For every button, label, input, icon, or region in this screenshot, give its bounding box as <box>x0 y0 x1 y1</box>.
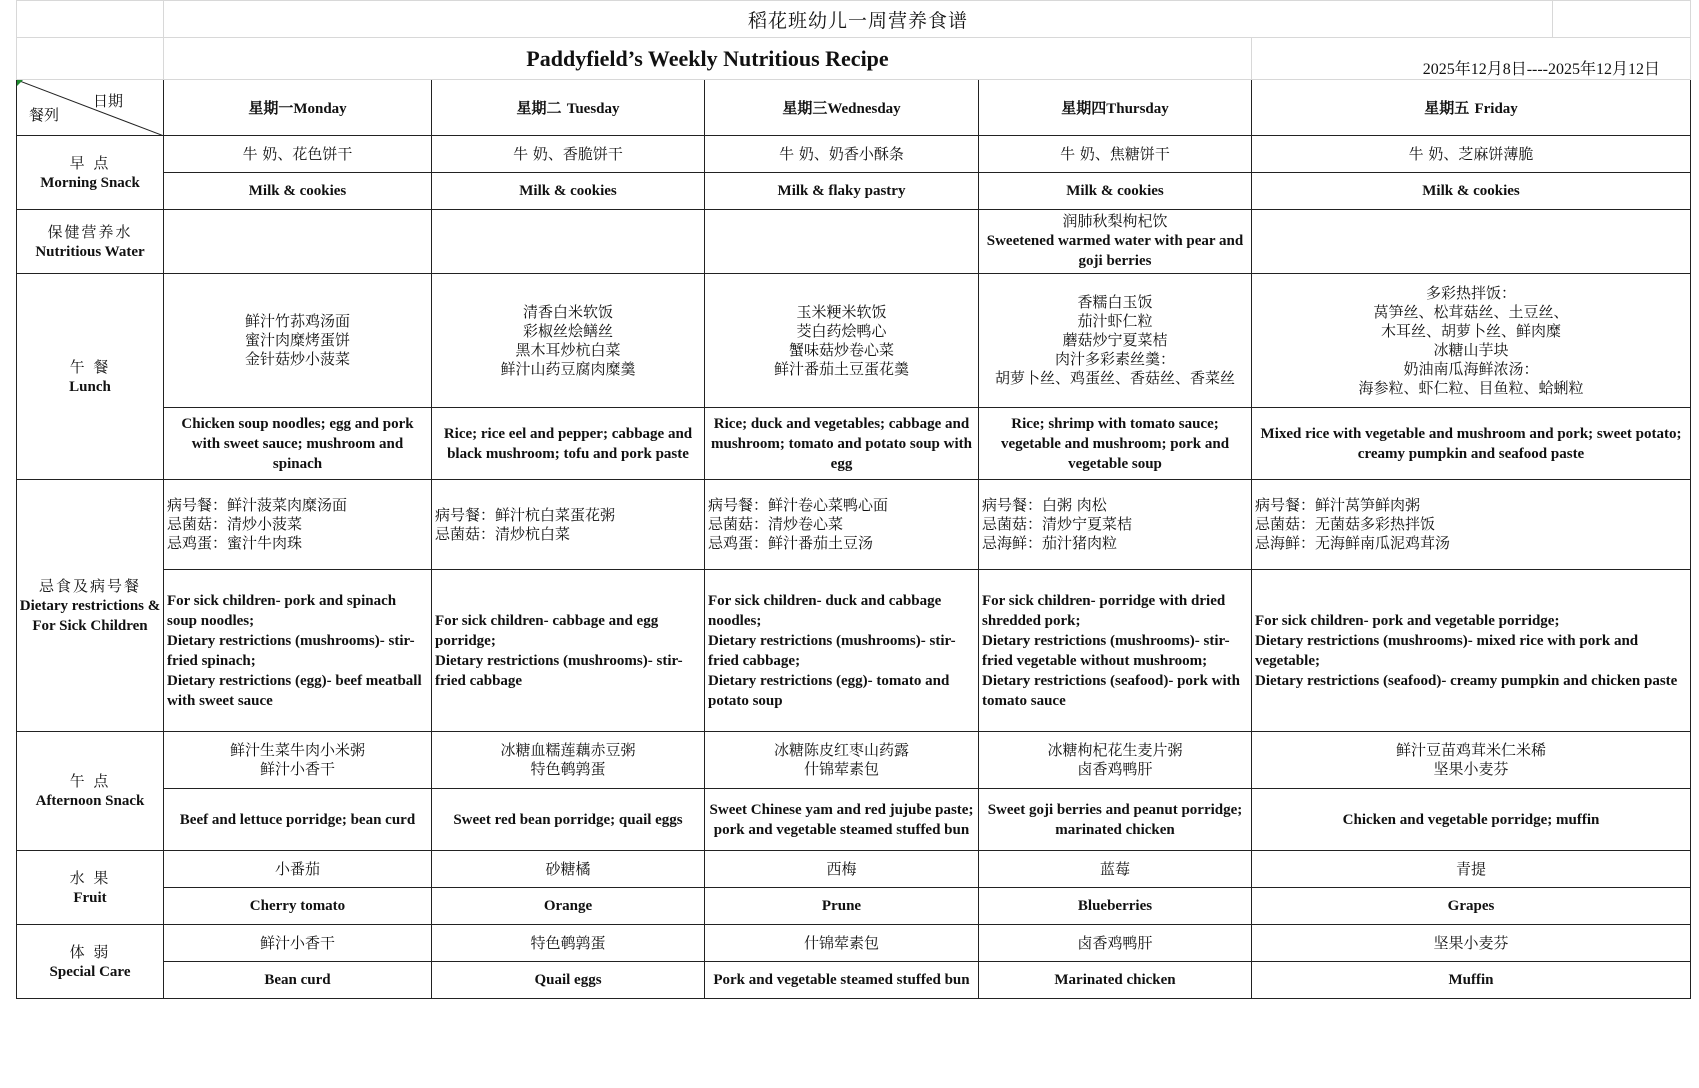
afternoon-snack-en-fri: Chicken and vegetable porridge; muffin <box>1252 789 1691 851</box>
category-cn: 体 弱 <box>69 942 111 961</box>
lunch-en-mon: Chicken soup noodles; egg and pork with sweet sauce; mushroom and spinach <box>164 408 432 480</box>
category-morning-snack <box>17 136 164 210</box>
special-care-en-wed: Pork and vegetable steamed stuffed bun <box>705 962 979 999</box>
special-care-cn-tue: 特色鹌鹑蛋 <box>432 925 705 962</box>
category-lunch <box>17 274 164 480</box>
morning-snack-cn-thu: 牛 奶、焦糖饼干 <box>979 136 1252 173</box>
blank-cell <box>1553 1 1691 38</box>
dietary-cn-tue: 病号餐：鲜汁杭白菜蛋花粥 忌菌菇：清炒杭白菜 <box>432 480 705 570</box>
header-date-label: 日期 <box>92 92 123 110</box>
special-care-en-thu: Marinated chicken <box>979 962 1252 999</box>
category-en: Afternoon Snack <box>35 793 145 809</box>
day-en: Wednesday <box>827 101 901 117</box>
nutritious-water-fri <box>1252 210 1691 274</box>
day-header-friday <box>1252 80 1691 136</box>
morning-snack-en-mon: Milk & cookies <box>164 173 432 210</box>
special-care-cn-thu: 卤香鸡鸭肝 <box>979 925 1252 962</box>
category-en: Morning Snack <box>40 174 140 191</box>
category-cn: 忌食及病号餐 <box>38 576 141 595</box>
lunch-cn-thu: 香糯白玉饭 茄汁虾仁粒 蘑菇炒宁夏菜桔 肉汁多彩素丝羹： 胡萝卜丝、鸡蛋丝、香菇丝、香菜丝 <box>979 274 1252 408</box>
dietary-en-wed: For sick children- duck and cabbage noodles; Dietary restrictions (mushrooms)- stir-fried cabbage; Dietary restrictions (egg)- tomato and potato soup <box>705 570 979 732</box>
category-cn: 早 点 <box>69 153 111 172</box>
morning-snack-cn-wed: 牛 奶、奶香小酥条 <box>705 136 979 173</box>
day-en: Tuesday <box>566 101 620 117</box>
date-range: 2025年12月8日----2025年12月12日 <box>1252 38 1691 80</box>
fruit-cn-wed: 西梅 <box>705 851 979 888</box>
day-header-thursday <box>979 80 1252 136</box>
fruit-cn-fri: 青提 <box>1252 851 1691 888</box>
category-fruit <box>17 851 164 925</box>
lunch-en-fri: Mixed rice with vegetable and mushroom and pork; sweet potato; creamy pumpkin and seafood paste <box>1252 408 1691 480</box>
fruit-en-tue: Orange <box>432 888 705 925</box>
nutritious-water-tue <box>432 210 705 274</box>
special-care-cn-fri: 坚果小麦芬 <box>1252 925 1691 962</box>
morning-snack-en-thu: Milk & cookies <box>979 173 1252 210</box>
afternoon-snack-en-tue: Sweet red bean porridge; quail eggs <box>432 789 705 851</box>
day-cn: 星期四 <box>1061 99 1107 117</box>
dietary-cn-fri: 病号餐：鲜汁莴笋鲜肉粥 忌菌菇：无菌菇多彩热拌饭 忌海鲜：无海鲜南瓜泥鸡茸汤 <box>1252 480 1691 570</box>
afternoon-snack-en-thu: Sweet goji berries and peanut porridge; marinated chicken <box>979 789 1252 851</box>
category-nutritious-water <box>17 210 164 274</box>
dietary-en-mon: For sick children- pork and spinach soup noodles; Dietary restrictions (mushrooms)- stir-fried spinach; Dietary restrictions (egg)- beef meatball with sweet sauce <box>164 570 432 732</box>
dietary-en-thu: For sick children- porridge with dried shredded pork; Dietary restrictions (mushrooms)- stir-fried vegetable without mushroom; Dietary restrictions (seafood)- pork with tomato sauce <box>979 570 1252 732</box>
nutritious-water-wed <box>705 210 979 274</box>
category-en: Fruit <box>73 889 107 906</box>
morning-snack-cn-tue: 牛 奶、香脆饼干 <box>432 136 705 173</box>
lunch-en-wed: Rice; duck and vegetables; cabbage and mushroom; tomato and potato soup with egg <box>705 408 979 480</box>
category-cn: 午 餐 <box>69 357 111 376</box>
category-cn: 午 点 <box>69 772 111 790</box>
dietary-en-fri: For sick children- pork and vegetable porridge; Dietary restrictions (mushrooms)- mixed rice with pork and vegetable; Dietary restrictions (seafood)- creamy pumpkin and chicken paste <box>1252 570 1691 732</box>
day-header-wednesday <box>705 80 979 136</box>
dietary-cn-thu: 病号餐：白粥 肉松 忌菌菇：清炒宁夏菜桔 忌海鲜：茄汁猪肉粒 <box>979 480 1252 570</box>
morning-snack-en-fri: Milk & cookies <box>1252 173 1691 210</box>
morning-snack-en-wed: Milk & flaky pastry <box>705 173 979 210</box>
fruit-en-fri: Grapes <box>1252 888 1691 925</box>
day-en: Friday <box>1474 101 1518 117</box>
category-en: Nutritious Water <box>35 243 145 260</box>
special-care-cn-wed: 什锦荤素包 <box>705 925 979 962</box>
fruit-cn-tue: 砂糖橘 <box>432 851 705 888</box>
nutritious-water-thu <box>979 210 1252 274</box>
weekly-recipe-table <box>16 0 1691 999</box>
lunch-cn-fri: 多彩热拌饭： 莴笋丝、松茸菇丝、土豆丝、 木耳丝、胡萝卜丝、鲜肉糜 冰糖山芋块 奶油南瓜海鲜浓汤： 海参粒、虾仁粒、目鱼粒、蛤蜊粒 <box>1252 274 1691 408</box>
afternoon-snack-cn-mon: 鲜汁生菜牛肉小米粥 鲜汁小香干 <box>164 732 432 789</box>
afternoon-snack-cn-wed: 冰糖陈皮红枣山药露 什锦荤素包 <box>705 732 979 789</box>
title-english: Paddyfield’s Weekly Nutritious Recipe <box>164 38 1252 80</box>
recipe-sheet <box>16 0 1690 999</box>
category-en: Dietary restrictions & For Sick Children <box>19 597 161 634</box>
category-cn: 保健营养水 <box>47 222 133 241</box>
blank-cell <box>17 1 164 38</box>
lunch-en-tue: Rice; rice eel and pepper; cabbage and black mushroom; tofu and pork paste <box>432 408 705 480</box>
afternoon-snack-cn-thu: 冰糖枸杞花生麦片粥 卤香鸡鸭肝 <box>979 732 1252 789</box>
lunch-cn-mon: 鲜汁竹荪鸡汤面 蜜汁肉糜烤蛋饼 金针菇炒小菠菜 <box>164 274 432 408</box>
special-care-en-fri: Muffin <box>1252 962 1691 999</box>
category-dietary-restrictions <box>17 480 164 732</box>
nutritious-water-en: Sweetened warmed water with pear and goji berries <box>986 233 1244 269</box>
special-care-en-mon: Bean curd <box>164 962 432 999</box>
morning-snack-cn-fri: 牛 奶、芝麻饼薄脆 <box>1252 136 1691 173</box>
afternoon-snack-en-wed: Sweet Chinese yam and red jujube paste; pork and vegetable steamed stuffed bun <box>705 789 979 851</box>
day-en: Monday <box>293 101 347 117</box>
fruit-cn-thu: 蓝莓 <box>979 851 1252 888</box>
lunch-cn-tue: 清香白米软饭 彩椒丝烩鳝丝 黑木耳炒杭白菜 鲜汁山药豆腐肉糜羹 <box>432 274 705 408</box>
day-cn: 星期三 <box>782 99 828 117</box>
fruit-en-thu: Blueberries <box>979 888 1252 925</box>
dietary-cn-mon: 病号餐：鲜汁菠菜肉糜汤面 忌菌菇：清炒小菠菜 忌鸡蛋：蜜汁牛肉珠 <box>164 480 432 570</box>
day-header-tuesday <box>432 80 705 136</box>
category-afternoon-snack <box>17 732 164 851</box>
category-special-care <box>17 925 164 999</box>
special-care-en-tue: Quail eggs <box>432 962 705 999</box>
category-en: Special Care <box>49 963 131 980</box>
nutritious-water-mon <box>164 210 432 274</box>
morning-snack-en-tue: Milk & cookies <box>432 173 705 210</box>
special-care-cn-mon: 鲜汁小香干 <box>164 925 432 962</box>
day-header-monday <box>164 80 432 136</box>
day-cn: 星期一 <box>248 99 294 117</box>
afternoon-snack-cn-tue: 冰糖血糯莲藕赤豆粥 特色鹌鹑蛋 <box>432 732 705 789</box>
lunch-en-thu: Rice; shrimp with tomato sauce; vegetable and mushroom; pork and vegetable soup <box>979 408 1252 480</box>
title-chinese: 稻花班幼儿一周营养食谱 <box>164 1 1553 38</box>
fruit-en-mon: Cherry tomato <box>164 888 432 925</box>
category-en: Lunch <box>69 378 111 395</box>
nutritious-water-cn: 润肺秋梨枸杞饮 <box>1062 212 1168 230</box>
afternoon-snack-cn-fri: 鲜汁豆苗鸡茸米仁米稀 坚果小麦芬 <box>1252 732 1691 789</box>
dietary-cn-wed: 病号餐：鲜汁卷心菜鸭心面 忌菌菇：清炒卷心菜 忌鸡蛋：鲜汁番茄土豆汤 <box>705 480 979 570</box>
fruit-en-wed: Prune <box>705 888 979 925</box>
header-corner-cell <box>17 80 164 136</box>
day-cn: 星期五 <box>1424 99 1475 117</box>
dietary-en-tue: For sick children- cabbage and egg porridge; Dietary restrictions (mushrooms)- stir-fried cabbage <box>432 570 705 732</box>
fruit-cn-mon: 小番茄 <box>164 851 432 888</box>
header-meal-label: 餐列 <box>29 106 60 124</box>
lunch-cn-wed: 玉米粳米软饭 茭白药烩鸭心 蟹味菇炒卷心菜 鲜汁番茄土豆蛋花羹 <box>705 274 979 408</box>
blank-cell <box>17 38 164 80</box>
afternoon-snack-en-mon: Beef and lettuce porridge; bean curd <box>164 789 432 851</box>
category-cn: 水 果 <box>69 868 111 887</box>
day-cn: 星期二 <box>516 99 567 117</box>
morning-snack-cn-mon: 牛 奶、花色饼干 <box>164 136 432 173</box>
day-en: Thursday <box>1106 101 1169 117</box>
